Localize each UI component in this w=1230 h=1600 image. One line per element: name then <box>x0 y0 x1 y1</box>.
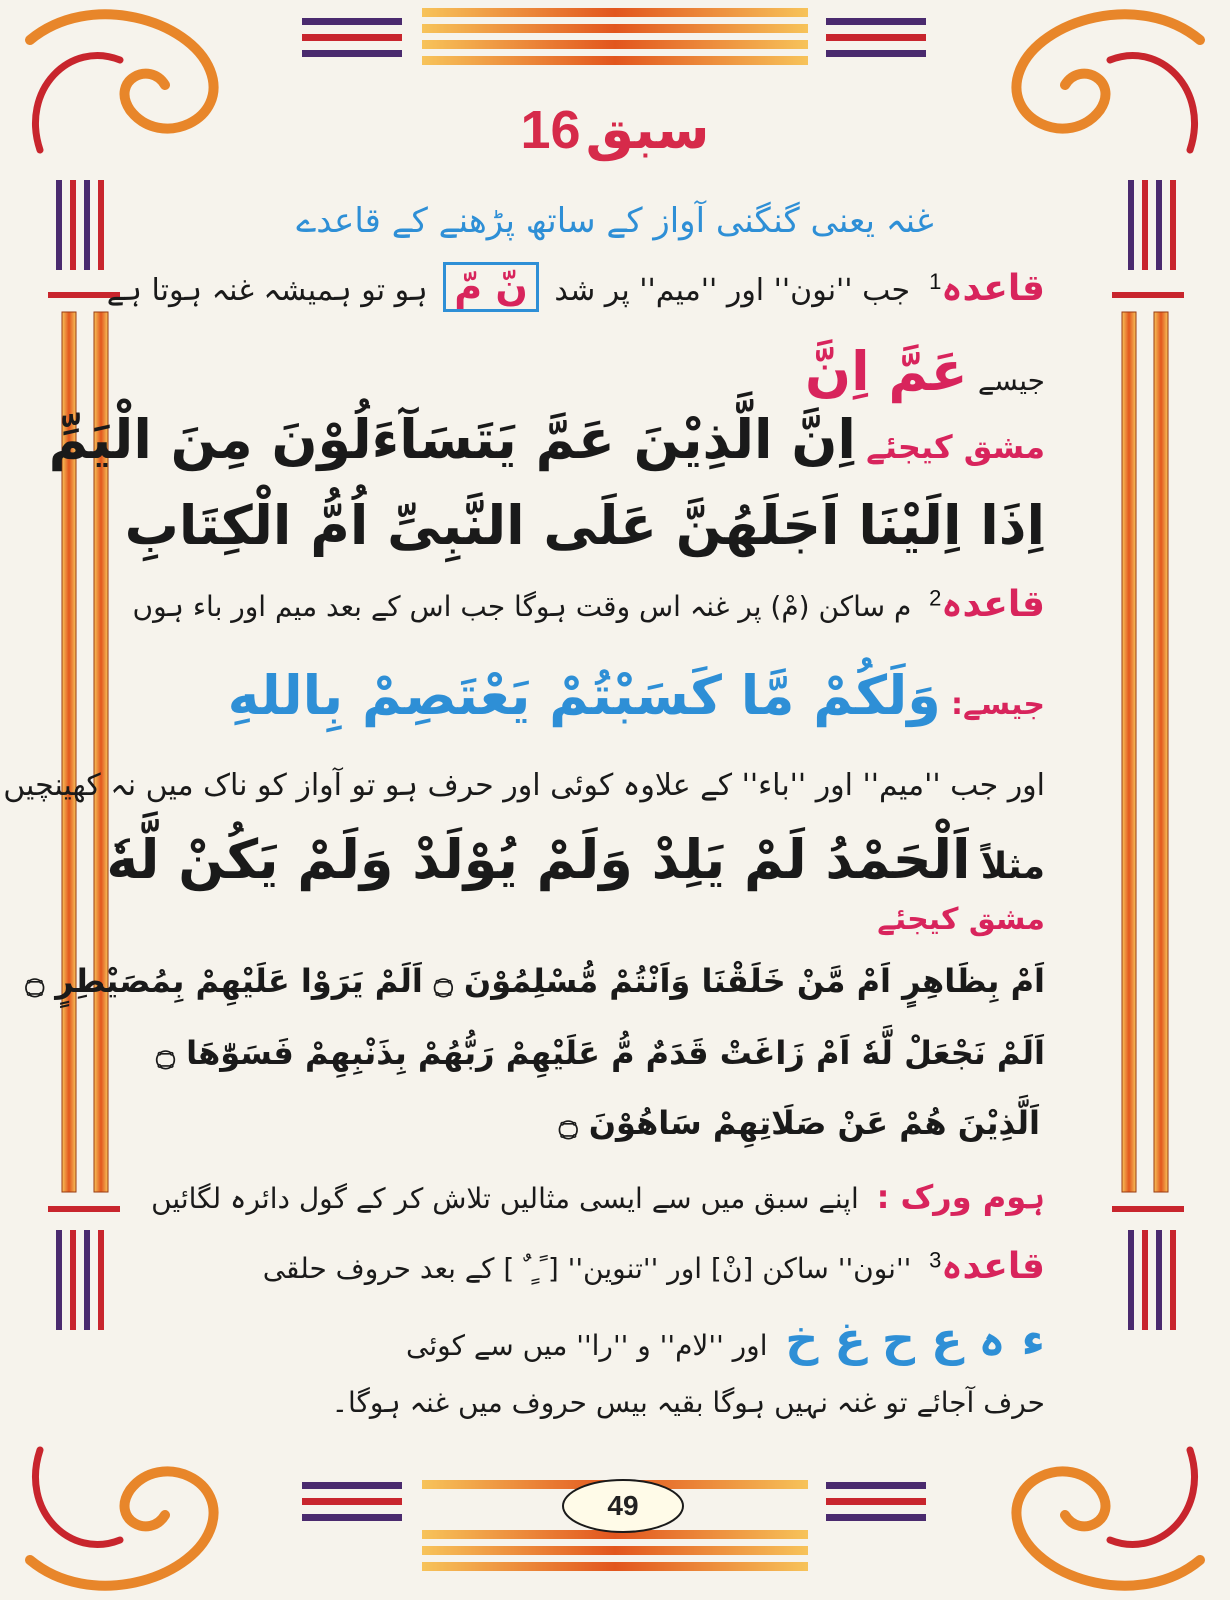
rule-3-text-a: ''نون'' ساکن [نْ] اور ''تنوین'' [ ً ٍ ٌ ] کے بعد حروف حلقی <box>262 1252 912 1285</box>
rule-1-text-a: جب ''نون'' اور ''میم'' پر شد <box>554 273 911 308</box>
lesson-word: سبق <box>585 98 710 161</box>
rule-1-label: قاعدہ <box>941 268 1045 309</box>
example-2 <box>170 664 1045 727</box>
rule-3-label: قاعدہ <box>941 1246 1045 1287</box>
rule-2-number: 2 <box>929 585 942 611</box>
homework <box>151 1178 1045 1216</box>
practice-2-label: مشق کیجئے <box>877 902 1045 937</box>
rule-1-number: 1 <box>929 269 942 294</box>
rule-1 <box>106 262 1045 312</box>
example-2-words: وَلَكُمْ مَّا كَسَبْتُمْ يَعْتَصِمْ بِاللهِ <box>227 664 941 727</box>
example-1-words: عَمَّ اِنَّ <box>805 340 968 403</box>
rule-3-line-3: حرف آجائے تو غنہ نہیں ہوگا بقیہ بیس حروف میں غنہ ہوگا۔ <box>331 1386 1045 1419</box>
rule-3-line-2 <box>170 1312 1045 1366</box>
rule-2 <box>132 584 1045 625</box>
practice-1-text-1: اِنَّ الَّذِیْنَ عَمَّ یَتَسَآءَلُوْنَ مِنَ الْیَمِّ <box>48 408 856 471</box>
rule-3-text-b: اور ''لام'' و ''را'' میں سے کوئی <box>406 1329 768 1362</box>
practice-2-line-1: اَمْ بِظَاهِرٍ اَمْ مَّنْ خَلَقْنَا وَاَنْتُمْ مُّسْلِمُوْنَ ۝ اَلَمْ يَرَوْا عَلَيْهِمْ بِمُصَيْطِرٍ ۝ <box>25 962 1045 1000</box>
example-3 <box>106 828 1045 891</box>
practice-2-heading <box>170 902 1045 937</box>
example-3-label: مثلاً <box>980 846 1045 887</box>
rule-1-text-b: ہو تو ہمیشہ غنہ ہوتا ہے <box>106 273 428 308</box>
rule-2-text: م ساکن (مْ) پر غنہ اس وقت ہوگا جب اس کے بعد میم اور باء ہوں <box>132 590 912 623</box>
homework-label: ہوم ورک : <box>876 1178 1045 1216</box>
lesson-number: 16 <box>520 100 581 160</box>
lesson-title <box>0 98 1230 161</box>
page-number-badge <box>568 1482 678 1530</box>
practice-1-line-1 <box>48 408 1045 471</box>
homework-text: اپنے سبق میں سے ایسی مثالیں تلاش کر کے گول دائرہ لگائیں <box>151 1182 859 1215</box>
practice-1-label: مشق کیجئے <box>866 428 1045 466</box>
page-number: 49 <box>607 1490 639 1521</box>
rule-2-label: قاعدہ <box>941 584 1045 625</box>
example-3-words: اَلْحَمْدُ لَمْ يَلِدْ وَلَمْ يُوْلَدْ وَلَمْ يَكُنْ لَّهٗ <box>106 828 971 891</box>
example-1 <box>170 340 1045 403</box>
note-2: اور جب ''میم'' اور ''باء'' کے علاوہ کوئی اور حرف ہو تو آواز کو ناک میں نہ کھینچیں <box>3 768 1045 803</box>
rule-1-boxed-letters: نّ مّ <box>443 262 539 312</box>
practice-2-line-2: اَلَمْ نَجْعَلْ لَّهٗ اَمْ زَاغَتْ قَدَمٌ مُّ عَلَيْهِمْ رَبُّهُمْ بِذَنْبِهِمْ فَسَوّٰهَا ۝ <box>156 1034 1045 1072</box>
example-1-label: جیسے <box>977 364 1045 397</box>
practice-2-line-3: اَلَّذِيْنَ هُمْ عَنْ صَلَاتِهِمْ سَاهُوْنَ ۝ <box>558 1104 1040 1142</box>
practice-1-line-2 <box>124 494 1045 557</box>
rule-3 <box>170 1246 1045 1287</box>
rule-3-letters: ء ہ ع ح غ خ <box>785 1312 1045 1366</box>
rule-3-number: 3 <box>929 1247 942 1273</box>
subtitle: غنہ یعنی گنگنی آواز کے ساتھ پڑھنے کے قاعدے <box>296 201 934 241</box>
example-2-label: جیسے: <box>951 687 1045 722</box>
practice-1-text-2: اِذَا اِلَیْنَا اَجَلَهُنَّ عَلَی النَّبِیِّ اُمُّ الْکِتَابِ <box>124 494 1045 557</box>
